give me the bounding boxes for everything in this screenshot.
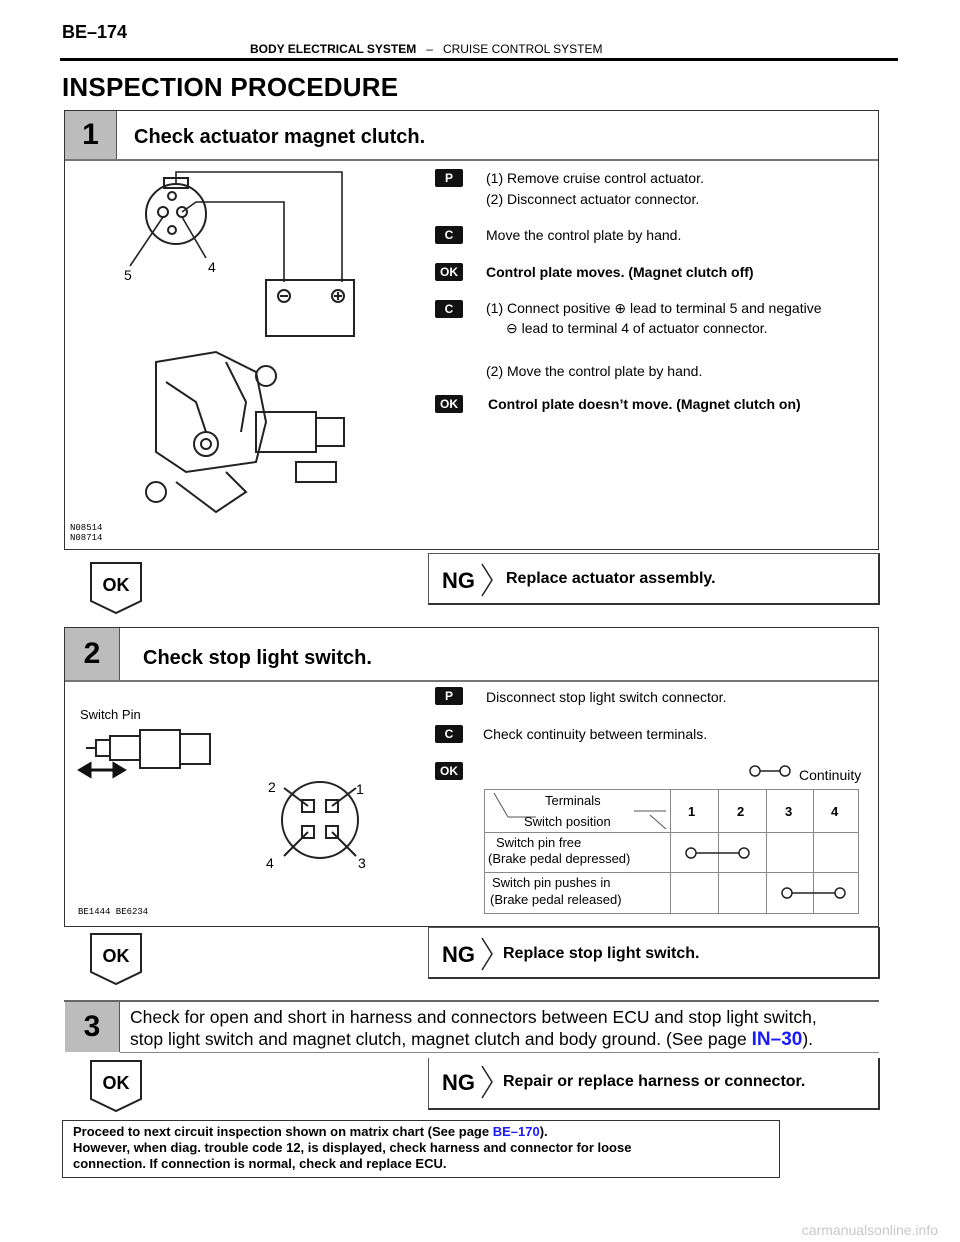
step3-ng-arrow — [440, 1062, 500, 1102]
step2-title-rule — [65, 680, 878, 682]
actuator-assembly — [146, 352, 344, 512]
row-divider — [484, 832, 859, 833]
step2-title: Check stop light switch. — [143, 647, 372, 669]
row1-label-line2: (Brake pedal depressed) — [488, 851, 631, 866]
step3-page-link[interactable]: IN–30 — [751, 1029, 803, 1050]
step1-ng-arrow — [440, 560, 500, 600]
row2-label-line1: Switch pin pushes in — [492, 875, 611, 890]
col-header-1: 1 — [688, 804, 696, 819]
row-divider — [484, 872, 859, 873]
subsection-title: CRUISE CONTROL SYSTEM — [442, 42, 603, 56]
table-header-terminals: Terminals — [545, 793, 601, 808]
row1-continuity-mark — [684, 846, 752, 860]
connector-label-4: 4 — [208, 259, 216, 275]
section-title: BODY ELECTRICAL SYSTEM — [250, 42, 417, 56]
final-line1-post: ). — [539, 1124, 548, 1139]
step1-c2-line1: (1) Connect positive ⊕ lead to terminal 5 and negative — [486, 300, 822, 316]
page-code: BE–174 — [62, 22, 128, 42]
step2-ng-text: Replace stop light switch. — [503, 945, 700, 962]
step1-p-line1: (1) Remove cruise control actuator. — [486, 170, 704, 186]
step3-bottom-rule — [120, 1052, 879, 1053]
row2-continuity-mark — [780, 886, 848, 900]
step1-figure-code: N08514 N08714 — [70, 523, 103, 543]
step2-p-badge: P — [435, 687, 463, 705]
step2-c-badge: C — [435, 725, 463, 743]
header-separator: – — [426, 42, 433, 56]
step2-ok-arrow — [89, 932, 143, 986]
terminal-label-4: 4 — [266, 855, 274, 871]
step1-ng-label: NG — [442, 568, 475, 593]
switch-connector — [282, 782, 358, 858]
step1-ng-text: Replace actuator assembly. — [506, 570, 716, 587]
col-divider — [766, 789, 767, 914]
terminal-label-1: 1 — [356, 781, 364, 797]
step3-text — [130, 1006, 875, 1051]
step3-text-line2-body: stop light switch and magnet clutch, magnet clutch and body ground. (See page — [130, 1029, 752, 1049]
step3-ng-label: NG — [442, 1070, 475, 1095]
actuator-connector — [146, 178, 206, 244]
step3-number: 3 — [65, 1002, 120, 1052]
step1-ok-label: OK — [102, 575, 130, 595]
final-line2: However, when diag. trouble code 12, is displayed, check harness and connector for loose — [73, 1140, 632, 1155]
watermark: carmanualsonline.info — [801, 1222, 938, 1238]
step1-p-line2: (2) Disconnect actuator connector. — [486, 191, 700, 207]
header-title — [250, 42, 603, 56]
final-line1 — [73, 1124, 769, 1140]
stop-light-switch — [86, 730, 210, 768]
step1-c2-line3: (2) Move the control plate by hand. — [486, 363, 703, 379]
col-header-2: 2 — [737, 804, 745, 819]
switch-pin-label: Switch Pin — [80, 707, 141, 722]
step2-ng-label: NG — [442, 942, 475, 967]
connector-label-5: 5 — [124, 267, 132, 283]
step1-title: Check actuator magnet clutch. — [134, 126, 426, 148]
col-header-4: 4 — [831, 804, 839, 819]
step3-text-end: ). — [802, 1029, 814, 1049]
step1-p-badge: P — [435, 169, 463, 187]
step2-figure — [66, 722, 416, 922]
step1-c1-text: Move the control plate by hand. — [486, 227, 682, 243]
step2-number: 2 — [65, 628, 120, 680]
step1-c1-badge: C — [435, 226, 463, 244]
step3-text-line1: Check for open and short in harness and connectors between ECU and stop light switch, — [130, 1007, 817, 1027]
table-header-switch-position: Switch position — [524, 814, 611, 829]
step2-ok-label: OK — [102, 946, 130, 966]
step1-c2-badge: C — [435, 300, 463, 318]
terminal-label-3: 3 — [358, 855, 366, 871]
step1-c2-line2: ⊖ lead to terminal 4 of actuator connector. — [506, 320, 768, 336]
terminal-label-2: 2 — [268, 779, 276, 795]
double-arrow-icon — [80, 764, 124, 776]
final-line3: connection. If connection is normal, check and replace ECU. — [73, 1156, 447, 1171]
step1-figure — [66, 162, 416, 547]
continuity-table-colgrid — [670, 789, 671, 914]
step1-ok2-badge: OK — [435, 395, 463, 413]
step2-c-text: Check continuity between terminals. — [483, 726, 708, 742]
step1-number: 1 — [65, 111, 117, 159]
step2-figure-code: BE1444 BE6234 — [78, 907, 149, 917]
step3-ok-arrow — [89, 1059, 143, 1113]
final-page-link[interactable]: BE–170 — [492, 1124, 540, 1139]
header-rule — [60, 58, 898, 61]
row1-label-line1: Switch pin free — [496, 835, 582, 850]
row2-label-line2: (Brake pedal released) — [490, 892, 622, 907]
continuity-legend-label: Continuity — [799, 767, 862, 783]
step3-top-rule — [64, 1000, 879, 1002]
final-instructions — [62, 1120, 780, 1178]
step3-ng-text: Repair or replace harness or connector. — [503, 1073, 806, 1090]
step1-ok-arrow — [89, 561, 143, 615]
page-title: INSPECTION PROCEDURE — [62, 72, 399, 102]
step2-ok-badge: OK — [435, 762, 463, 780]
final-line1-pre: Proceed to next circuit inspection shown on matrix chart (See page — [73, 1124, 493, 1139]
step1-ok1-badge: OK — [435, 263, 463, 281]
step2-p-text: Disconnect stop light switch connector. — [486, 689, 727, 705]
step1-ok2-text: Control plate doesn’t move. (Magnet clutch on) — [488, 396, 801, 412]
step1-title-rule — [65, 159, 878, 161]
col-header-3: 3 — [785, 804, 793, 819]
step3-text-line2 — [130, 1028, 875, 1051]
step1-ok1-text: Control plate moves. (Magnet clutch off) — [486, 264, 754, 280]
continuity-symbol-icon — [748, 764, 792, 778]
battery-icon — [266, 280, 354, 336]
step2-ng-arrow — [440, 934, 500, 974]
step3-ok-label: OK — [102, 1073, 130, 1093]
